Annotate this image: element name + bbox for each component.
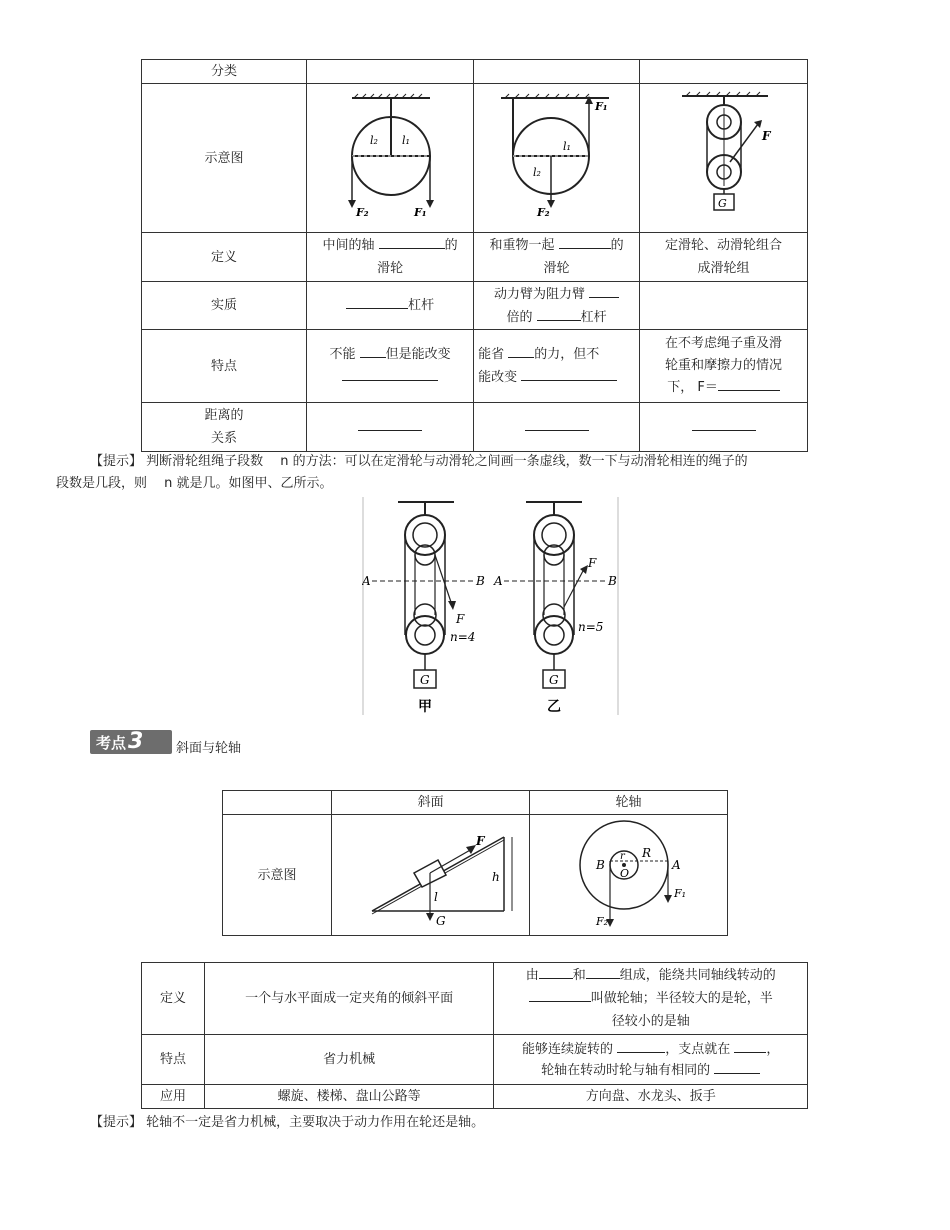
text: 叫做轮轴；半径较大的是轮，半 <box>590 991 773 1006</box>
caption-right: 乙 <box>547 699 561 715</box>
fixed-pulley-svg <box>310 84 470 224</box>
hint-paragraph-1 <box>56 451 936 495</box>
axle-definition <box>494 963 808 1035</box>
f-label: F <box>475 834 485 848</box>
incline-application: 螺旋、楼梯、盘山公路等 <box>204 1085 494 1109</box>
f-label: F <box>761 129 771 143</box>
block-essence <box>640 282 808 330</box>
fixed-pulley-diagram <box>307 84 474 233</box>
hint-line-1: 【提示】 判断滑轮组绳子段数 n 的方法：可以在定滑轮与动滑轮之间画一条虚线，数一下与动滑轮相连的绳子的 <box>90 454 748 469</box>
f2-label: F₂ <box>356 206 369 219</box>
pulley-table <box>141 59 808 452</box>
l1-label: l₁ <box>562 140 571 153</box>
blank <box>537 307 581 321</box>
row-label-diagram: 示意图 <box>223 815 332 936</box>
fixed-feature <box>307 330 474 403</box>
badge-number: 3 <box>128 729 144 754</box>
r-small-label: r <box>619 851 625 862</box>
blank <box>525 417 589 431</box>
text: 定滑轮、动滑轮组合 <box>665 238 783 253</box>
text: 能改变 <box>478 370 518 385</box>
blank <box>508 344 534 358</box>
text: 倍的 <box>506 309 533 325</box>
row-label-diagram: 示意图 <box>142 84 307 233</box>
text: 的 <box>444 238 458 253</box>
blank <box>539 965 573 979</box>
row-label-definition: 定义 <box>142 233 307 282</box>
blank <box>692 417 756 431</box>
row-label-feature: 特点 <box>142 1035 205 1085</box>
text: 的力，但不 <box>534 347 600 362</box>
l-label: l <box>433 890 438 904</box>
blank <box>360 344 386 358</box>
movable-essence <box>474 282 640 330</box>
section-badge <box>90 730 172 754</box>
text: 中间的轴 <box>322 238 375 253</box>
blank <box>718 377 780 391</box>
text: 能够连续旋转的 <box>522 1041 614 1057</box>
blank <box>714 1060 760 1074</box>
incline-svg <box>336 815 526 927</box>
header-fixed <box>307 60 474 84</box>
definition-table <box>141 962 808 1109</box>
row-label-essence: 实质 <box>142 282 307 330</box>
blank <box>529 988 591 1002</box>
text: 滑轮 <box>543 261 570 276</box>
header-empty <box>223 791 332 815</box>
b-label: B <box>595 858 605 872</box>
incline-definition: 一个与水平面成一定夹角的倾斜平面 <box>204 963 494 1035</box>
text: 轮重和摩擦力的情况 <box>665 358 783 373</box>
text: 下， F＝ <box>667 380 718 395</box>
text: 但是能改变 <box>385 347 451 362</box>
incline-axle-table <box>222 790 728 936</box>
header-block <box>640 60 808 84</box>
text: 能省 <box>478 347 505 362</box>
blank <box>589 284 619 298</box>
hint-paragraph-2: 【提示】 轮轴不一定是省力机械，主要取决于动力作用在轮还是轴。 <box>90 1115 485 1130</box>
blank <box>521 367 617 381</box>
h-label: h <box>491 870 500 884</box>
text: 和重物一起 <box>489 238 555 253</box>
a-label: A <box>671 858 681 872</box>
caption-left: 甲 <box>418 699 432 715</box>
pulley-block-figure <box>362 497 620 717</box>
block-distance <box>640 403 808 452</box>
fixed-essence <box>307 282 474 330</box>
l2-label: l₂ <box>532 166 541 179</box>
l2-label: l₂ <box>370 134 379 147</box>
section-title: 斜面与轮轴 <box>176 741 242 756</box>
g-label: G <box>435 914 446 927</box>
a-label: A <box>494 574 503 588</box>
row-label-application: 应用 <box>142 1085 205 1109</box>
movable-distance <box>474 403 640 452</box>
header-category: 分类 <box>142 60 307 84</box>
incline-feature: 省力机械 <box>204 1035 494 1085</box>
movable-pulley-diagram <box>474 84 640 233</box>
movable-pulley-svg <box>477 84 637 224</box>
text: 不能 <box>329 347 356 362</box>
pulley-block-diagram <box>640 84 808 233</box>
text: 径较小的是轴 <box>611 1014 690 1029</box>
text: 和 <box>572 968 586 983</box>
text: 组成，能绕共同轴线转动的 <box>619 968 776 983</box>
text: 关系 <box>211 431 238 446</box>
blank <box>346 295 408 309</box>
text: 滑轮 <box>377 261 404 276</box>
g-label: G <box>717 197 727 210</box>
text: 动力臂为阻力臂 <box>493 286 585 302</box>
r-big-label: R <box>641 846 651 860</box>
n-left-label: n=4 <box>450 630 476 644</box>
g-label: G <box>420 673 430 687</box>
text: 的 <box>610 238 624 253</box>
text: 由 <box>525 968 539 983</box>
blank <box>734 1039 766 1053</box>
blank <box>586 965 620 979</box>
header-wheel-axle: 轮轴 <box>530 791 728 815</box>
row-label-distance <box>142 403 307 452</box>
n-right-label: n=5 <box>578 620 604 634</box>
header-movable <box>474 60 640 84</box>
f-label: F <box>588 556 597 570</box>
axle-application: 方向盘、水龙头、扳手 <box>494 1085 808 1109</box>
text: ， <box>766 1041 780 1057</box>
fixed-definition <box>307 233 474 282</box>
f1-label: F₁ <box>673 887 686 900</box>
text: 距离的 <box>204 408 244 423</box>
block-feature <box>640 330 808 403</box>
b-label: B <box>476 574 485 588</box>
blank <box>617 1039 665 1053</box>
f1-label: F₁ <box>594 100 608 113</box>
hint-line-2: 段数是几段，则 n 就是几。如图甲、乙所示。 <box>56 476 333 491</box>
axle-feature <box>494 1035 808 1085</box>
blank <box>342 367 438 381</box>
a-label: A <box>362 574 371 588</box>
fixed-distance <box>307 403 474 452</box>
block-definition <box>640 233 808 282</box>
incline-diagram <box>332 815 530 936</box>
l1-label: l₁ <box>402 134 411 147</box>
wheel-axle-diagram <box>530 815 728 936</box>
blank <box>379 235 445 249</box>
pulley-block-svg <box>644 84 804 224</box>
wheel-axle-svg <box>534 815 724 927</box>
text: 成滑轮组 <box>697 261 750 276</box>
badge-text: 考点 <box>96 734 127 752</box>
text: ，支点就在 <box>665 1041 731 1057</box>
header-incline: 斜面 <box>332 791 530 815</box>
f2-label: F₂ <box>536 206 550 219</box>
blank <box>559 235 611 249</box>
b-label: B <box>608 574 617 588</box>
movable-definition <box>474 233 640 282</box>
f2-label: F₂ <box>595 915 608 927</box>
movable-feature <box>474 330 640 403</box>
blank <box>358 417 422 431</box>
f1-label: F₁ <box>414 206 427 219</box>
text: 轮轴在转动时轮与轴有相同的 <box>541 1062 711 1078</box>
row-label-definition: 定义 <box>142 963 205 1035</box>
f-label: F <box>456 612 465 626</box>
row-label-feature: 特点 <box>142 330 307 403</box>
text: 在不考虑绳子重及滑 <box>665 336 783 351</box>
text: 杠杆 <box>580 309 607 325</box>
text: 杠杆 <box>408 298 435 313</box>
g-label: G <box>549 673 559 687</box>
o-label: O <box>619 867 629 880</box>
